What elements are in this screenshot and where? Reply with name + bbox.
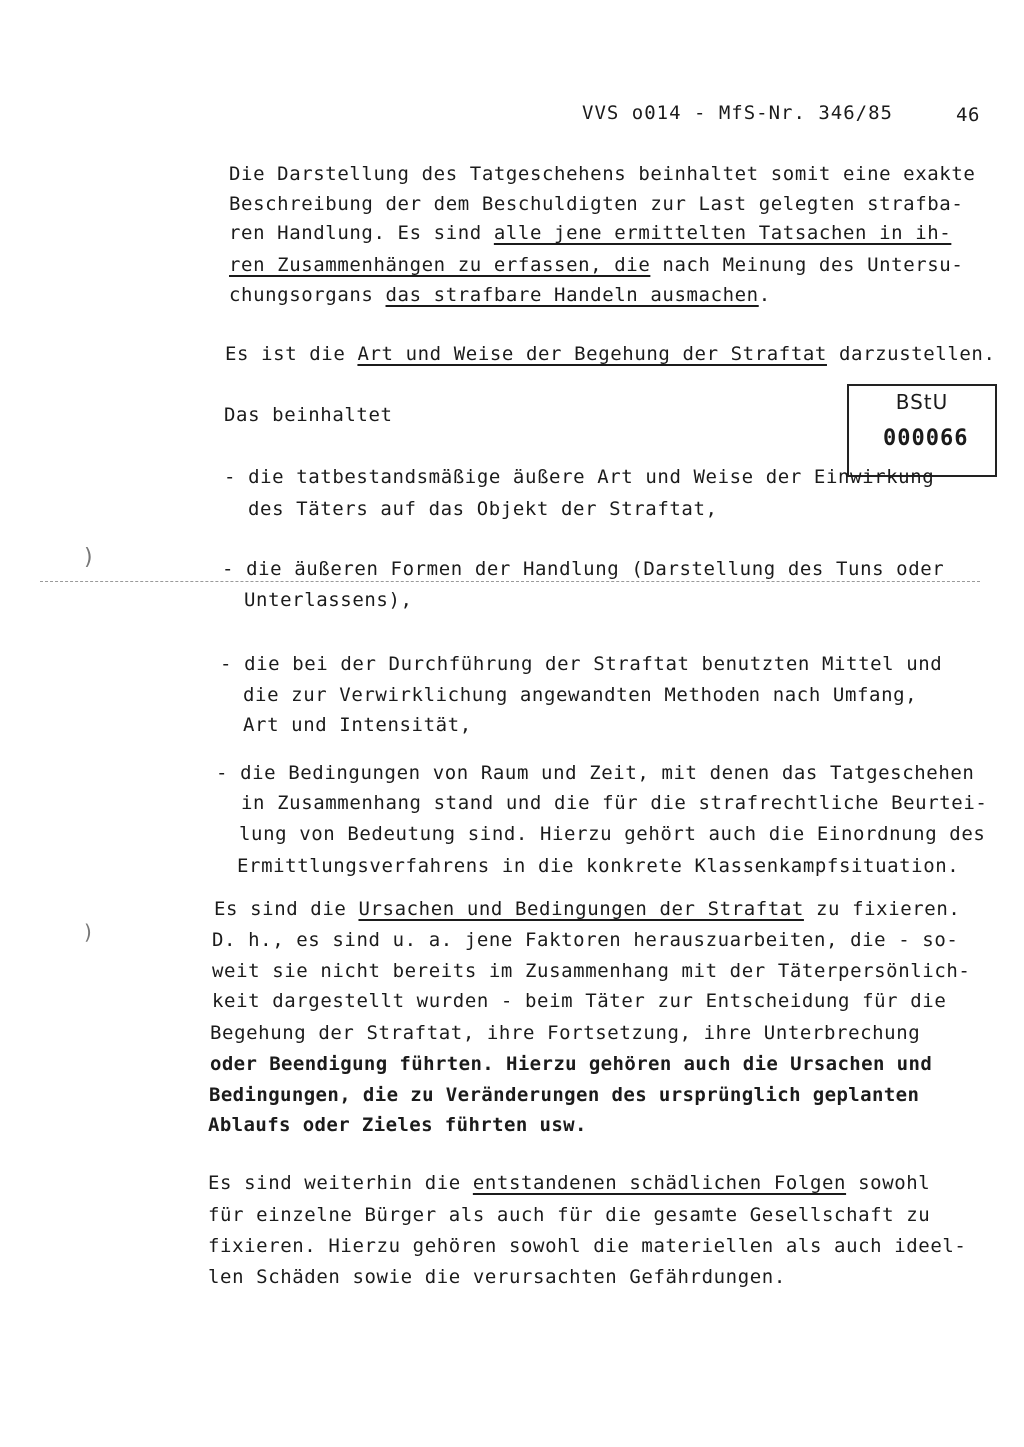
text-line <box>229 284 771 306</box>
document-reference: VVS o014 - MfS-Nr. 346/85 <box>582 102 893 124</box>
text-line: Beschreibung der dem Beschuldigten zur Last gelegten strafba- <box>229 193 964 215</box>
stamp-number: 000066 <box>883 426 969 451</box>
underlined-text: Art und Weise der Begehung der Straftat <box>357 343 827 365</box>
text-segment: zu fixieren. <box>803 898 961 920</box>
list-item-line: - die Bedingungen von Raum und Zeit, mit denen das Tatgeschehen <box>216 762 975 784</box>
page-number: 46 <box>956 104 981 126</box>
text-line <box>229 222 951 244</box>
stamp-organization: BStU <box>895 390 949 414</box>
list-item-line: Art und Intensität, <box>243 714 472 736</box>
text-line: D. h., es sind u. a. jene Faktoren herauszuarbeiten, die - so- <box>212 929 959 951</box>
list-item-line: - die äußeren Formen der Handlung (Darstellung des Tuns oder <box>222 558 945 580</box>
text-segment: darzustellen. <box>826 343 996 365</box>
text-line: für einzelne Bürger als auch für die gesamte Gesellschaft zu <box>208 1204 931 1226</box>
punch-hole-mark: ) <box>84 545 93 570</box>
list-item-line: lung von Bedeutung sind. Hierzu gehört auch die Einordnung des <box>239 823 986 845</box>
text-line: len Schäden sowie die verursachten Gefährdungen. <box>208 1266 786 1288</box>
archive-stamp <box>847 384 997 477</box>
text-line: Die Darstellung des Tatgeschehens beinhaltet somit eine exakte <box>229 163 976 185</box>
text-line: weit sie nicht bereits im Zusammenhang mit der Täterpersönlich- <box>212 960 971 982</box>
list-item-line: - die tatbestandsmäßige äußere Art und Weise der Einwirkung <box>224 466 935 488</box>
text-line <box>214 898 960 920</box>
list-item-line: Unterlassens), <box>244 589 413 611</box>
text-segment: Es sind weiterhin die <box>208 1172 473 1194</box>
text-segment: Es sind die <box>214 898 359 920</box>
list-item-line: Ermittlungsverfahrens in die konkrete Klassenkampfsituation. <box>237 855 960 877</box>
punch-hole-mark: ) <box>84 920 92 944</box>
text-line <box>208 1172 930 1194</box>
underlined-text: entstandenen schädlichen Folgen <box>472 1172 847 1194</box>
text-segment: ren Handlung. Es sind <box>229 222 494 244</box>
text-segment: chungsorgans <box>229 284 386 306</box>
list-item-line: - die bei der Durchführung der Straftat benutzten Mittel und <box>220 653 943 675</box>
text-segment: . <box>758 284 771 306</box>
paragraph-2 <box>225 343 996 365</box>
text-line: Ablaufs oder Zieles führten usw. <box>208 1114 587 1136</box>
text-line: keit dargestellt wurden - beim Täter zur Entscheidung für die <box>212 990 947 1012</box>
list-item-line: die zur Verwirklichung angewandten Methoden nach Umfang, <box>243 684 918 706</box>
text-segment: sowohl <box>846 1172 931 1194</box>
underlined-text: ren Zusammenhängen zu erfassen, die <box>229 254 651 276</box>
text-line <box>229 254 963 276</box>
list-item-line: des Täters auf das Objekt der Straftat, <box>248 498 718 520</box>
list-intro: Das beinhaltet <box>224 404 393 426</box>
underlined-text: Ursachen und Bedingungen der Straftat <box>358 898 804 920</box>
text-segment: nach Meinung des Untersu- <box>650 254 964 276</box>
text-line: Begehung der Straftat, ihre Fortsetzung, ihre Unterbrechung <box>210 1022 921 1044</box>
text-line: oder Beendigung führten. Hierzu gehören auch die Ursachen und <box>210 1053 933 1075</box>
list-item-line: in Zusammenhang stand und die für die strafrechtliche Beurtei- <box>241 792 988 814</box>
underlined-text: alle jene ermittelten Tatsachen in ih- <box>493 222 952 244</box>
text-segment: Es ist die <box>225 343 358 365</box>
fold-line <box>40 581 980 582</box>
text-line: Bedingungen, die zu Veränderungen des ursprünglich geplanten <box>209 1084 920 1106</box>
text-line: fixieren. Hierzu gehören sowohl die materiellen als auch ideel- <box>208 1235 967 1257</box>
underlined-text: das strafbare Handeln ausmachen <box>385 284 759 306</box>
